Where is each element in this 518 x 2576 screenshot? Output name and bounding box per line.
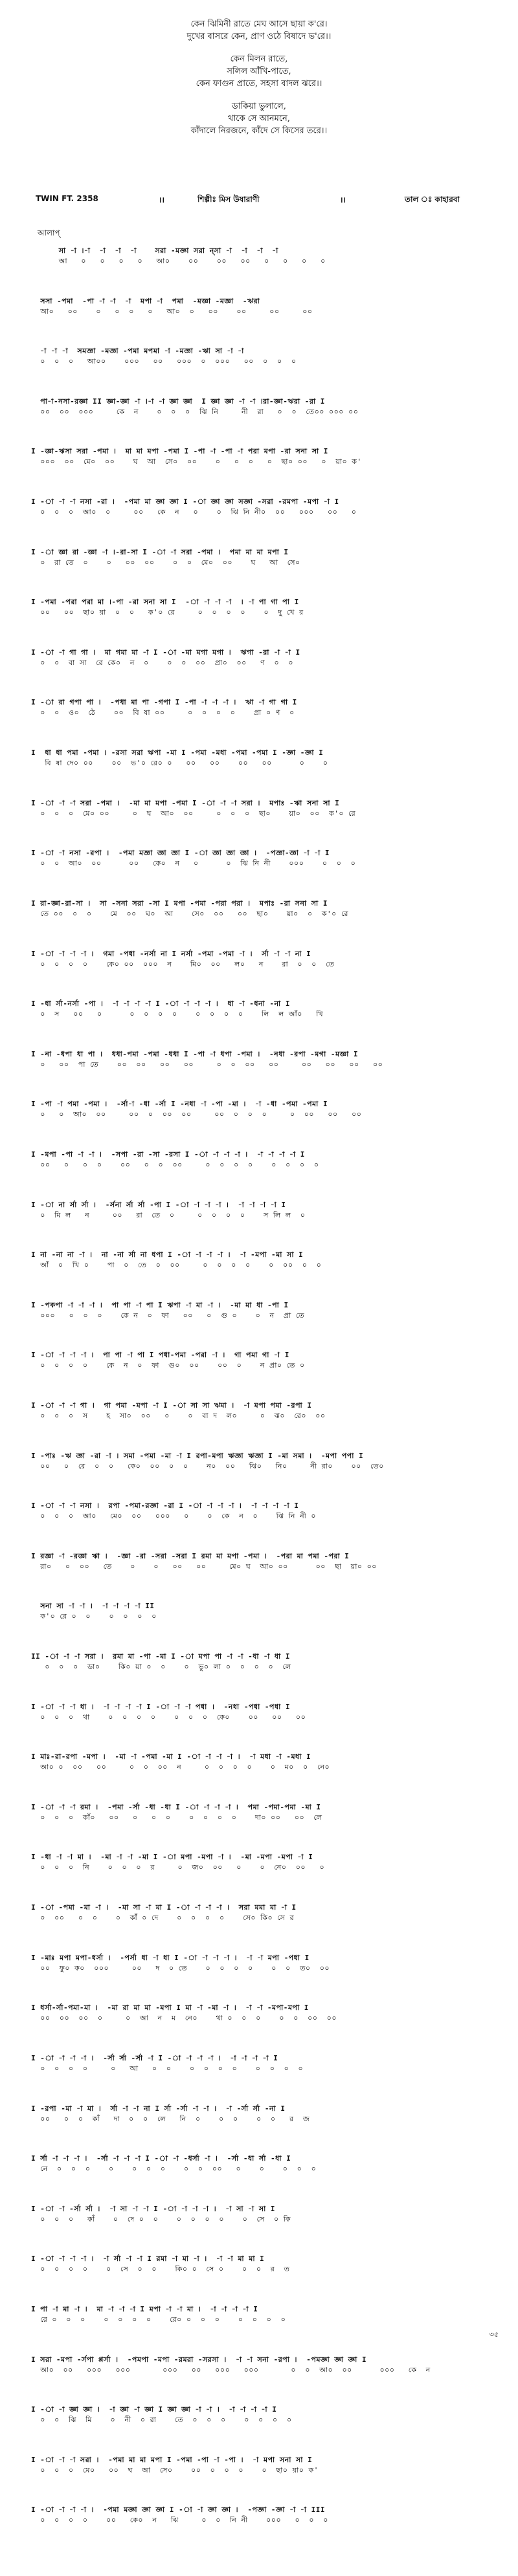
swara-line: I -না -ধপা ধা পা । ধধা-পমা -পমা -ধধা I -পা -া ধপা -পমা । -নধা -রপা -মগা -মজ্ঞা I <box>31 1050 359 1058</box>
swara-line: I -ধা -া -া মা । -মা -া -া -মা I -া মপা -মপা -া । -মা -মপা -মপা -া I <box>31 1853 313 1861</box>
lyric-syllable-line: রে ০ ০ ০ ০ ০ ০ ০ রে০ ০ ০ ০ ০ ০ ০ ০ <box>31 2315 286 2324</box>
lyric-syllable-line: ০ স ০০ ০ ০ ০ ০ ০ ০ ০ ০ ০ লি ল আঁ০ খি <box>31 1010 324 1018</box>
lyric-syllable-line: ০ ০ ০ ০ ০ সে ০ ০ কি০ ০ সে ০ ০ ০ র ত <box>31 2265 290 2273</box>
swara-line: সা -া ।-া -া -া -া সরা -মজ্ঞা সরা ন্‌সা -া -া -া -া <box>31 246 278 255</box>
notation-row <box>31 848 497 869</box>
notation-row <box>31 1903 497 1923</box>
swara-line: I -মপা -পা -া -া । -সপা -রা -সা -রসা I -া -া -া -া । -া -া -া -া I <box>31 1150 305 1159</box>
lyric-syllable-line: আ০ ০ ০০ ০০ ০ ০ ০০ ন ০ ০ ০ ০ ০ ম০ ০ নে০ <box>31 1763 330 1771</box>
notation-row <box>31 1350 497 1371</box>
lyrics-line: ডাকিয়া ভুলালে, <box>232 102 286 111</box>
lyric-syllable-line: ০ ০ ০ নি ০ ০ ০ র ০ জ০ ০০ ০ ০ নে০ ০০ ০ <box>31 1863 325 1872</box>
notation-row <box>31 547 497 568</box>
notation-row <box>31 1099 497 1120</box>
lyric-syllable-line: ০০ ০০ ছা০ য়া ০ ০ ক'০ রে ০ ০ ০ ০ ০ দু খে র <box>31 608 304 617</box>
notation-row <box>31 748 497 769</box>
swara-line: -া -া -া সমজ্ঞা -মজ্ঞা -পমা মপমা -া -মজ্ঞা -ঋা সা -া -া <box>31 347 244 355</box>
lyrics-stanza-3 <box>0 100 518 137</box>
notation-row <box>31 2355 497 2375</box>
notation-row <box>31 2254 497 2275</box>
swara-line: সসা -পমা -পা -া -া -া মপা -া পমা -মজ্ঞা -মজ্ঞা -ঋরা <box>31 297 260 305</box>
lyric-syllable-line: নে ০ ০ ০ ০ ০ ০ ০ ০ ০ ০০ ০ ০ ০ ০ ০ <box>31 2165 317 2173</box>
lyric-syllable-line: ০ ০০ পা তে ০০ ০০ ০০ ০০ ০ ০ ০০ ০০ ০০ ০০ ০০ ০০ <box>31 1060 383 1069</box>
notation-row <box>31 2505 497 2526</box>
tala-label: তাল ঃ কাহারবা <box>405 195 460 204</box>
swara-line: I -া -া -া সরা । -পমা মা মা মপা I -পমা -পা -া -পা । -া মপা সনা সা I <box>31 2456 313 2464</box>
lyric-syllable-line: ০ ০ আ০ ০০ ০০ কে০ ন ০ ০ ঝি নি নী ০০০ ০ ০ ০ <box>31 859 356 868</box>
notation-row <box>31 1702 497 1723</box>
swara-line: I -মাঃ মপা মপা-ধর্সা । -পর্সা ধা -া ধা I -া -া -া -া । -া -া মপা -পধা I <box>31 1954 310 1962</box>
lyric-syllable-line: ০০০ ০ ০ ০ কে ন ০ ফা ০০ ০ গু ০ ০ ন প্রা তে <box>31 1311 305 1320</box>
lyrics-line: সলিল আঁখি-পাতে, <box>227 67 291 76</box>
swara-line: I -া -া নসা -রপা । -পমা মজ্ঞা জ্ঞা জ্ঞা I -া জ্ঞা জ্ঞা জ্ঞা । -পজ্ঞা-জ্ঞা -া -া I <box>31 849 330 857</box>
lyrics-line: কেন ফাগুন প্রাতে, সহসা বাদল ঝরে।। <box>196 79 322 89</box>
notation-row <box>31 1752 497 1773</box>
lyric-syllable-line: ০ ০ ০ আ০ ০ ০০ কে ন ০ ০ ঝি নি নী০ ০০ ০০০ ০০ ০ <box>31 508 357 516</box>
swara-line: I রা-জ্ঞা-রা-সা । সা -সনা সরা -সা I মপা -পমা -পরা পরা । মপাঃ -রা সনা সা I <box>31 899 328 908</box>
record-meta <box>36 194 482 208</box>
lyric-syllable-line: ০০ ০ ০ কাঁ দা ০ ০ লে নি ০ ০ ০ ০ ০ র জ <box>31 2115 310 2123</box>
swara-line: I -পকপা -া -া -া । পা পা -া পা I ঋপা -া মা -া । -মা মা ধা -পা I <box>31 1301 289 1309</box>
swara-line: I -া -া জ্ঞা জ্ঞা । -া জ্ঞা -া জ্ঞা I জ্ঞা জ্ঞা -া -া । -া -া -া -া I <box>31 2405 277 2414</box>
lyric-syllable-line: ০০ ফু০ ক০ ০০০ ০০ দ ০ তে ০ ০ ০ ০ ০ ০ ত০ ০০ <box>31 1964 330 1972</box>
swara-line: পা-া-নসা-রজ্ঞা II জ্ঞা-জ্ঞা -া ।-া -া জ্ঞা জ্ঞা I জ্ঞা জ্ঞা -া -া ।রা-জ্ঞা-ঋরা -রা I <box>31 397 325 406</box>
lyric-syllable-line: ০ ০ ০ ডা০ কি০ য়া ০ ০ ০ ভু০ লা ০ ০ ০ ০ লে <box>31 1663 291 1671</box>
lyrics-block <box>0 18 518 147</box>
notation-row <box>31 949 497 970</box>
lyric-syllable-line: ০ ০ ০ ০ কে০ ০০ ০০০ ন মি০ ০০ ল০ ন রা ০ ০ তে <box>31 960 335 968</box>
notation-row <box>31 2204 497 2225</box>
notation-row <box>31 999 497 1020</box>
notation-row <box>31 2154 497 2174</box>
swara-line: I রজ্ঞা -া -রজ্ঞা ঋা । -জ্ঞা -রা -সরা -সরা I রমা মা মপা -পমা । -পরা মা পমা -পরা I <box>31 1552 350 1560</box>
notation-row <box>31 296 497 317</box>
notation-row <box>31 648 497 668</box>
swara-line: সনা সা -া -া । -া -া -া -া II <box>31 1602 155 1610</box>
notation-row <box>31 1401 497 1421</box>
lyric-syllable-line: ০ ০ ০ ০ ০০ কে০ ন ঝি ০ ০ নি নী ০০০ ০ ০ ০ <box>31 2516 328 2524</box>
lyric-syllable-line: ০০ ০০ ০০ ০ ০ আ ন ম নে০ থা ০ ০ ০ ০ ০ ০০ ০০ <box>31 2014 337 2022</box>
swara-line: I -জ্ঞা-ঋসা সরা -পমা । মা মা মপা -পমা I -পা -া -পা -া পরা মপা -রা সনা সা I <box>31 447 328 455</box>
swara-line: I -া -া -া গা । গা পমা -মপা -া I -া সা সা ঋমা । -া মপা পমা -রপা I <box>31 1401 312 1410</box>
swara-line: I -পাঃ -ঋ জ্ঞা -রা -া । সমা -পমা -মা -া I রপা-মপা ঋজ্ঞা ঋজ্ঞা I -মা সমা । -মপা পপা I <box>31 1452 364 1460</box>
swara-line: II -া -া -া সরা । রমা মা -পা -মা I -া মপা পা -া -া -ধা -া ধা I <box>31 1652 290 1661</box>
notation-row <box>31 1451 497 1472</box>
lyric-syllable-line: ০ ০ ০ স হ সা০ ০০ ০ ০ বা দ ল০ ০ ঝ০ রে০ ০০ <box>31 1412 326 1420</box>
swara-line: I -া -া -া রমা । -পমা -র্সা -ধা -ধা I -া -া -া -া । পমা -পমা-পমা -মা I <box>31 1803 321 1811</box>
lyric-syllable-line: ০ ০ ০ আ০০ ০০০ ০০ ০০০ ০ ০০০ ০০ ০ ০ ০ <box>31 357 297 366</box>
notation-row <box>31 497 497 518</box>
lyric-syllable-line: ০ ০ ০ আ০ মে০ ০০ ০০০ ০ ০ কে ন ০ ঝি নি নী ০ <box>31 1512 317 1520</box>
swara-line: I -পমা -পরা পরা মা ।-পা -রা সনা সা I -া -া -া -া । -া পা গা পা I <box>31 598 299 606</box>
notation-row <box>31 2053 497 2074</box>
swara-line: I র্সা -া -া -া । -র্সা -া -া -া I -া -া -ধর্সা -া । -র্সা -ধা র্সা -ধা I <box>31 2154 291 2163</box>
swara-line: I -া -া -া ধা । -া -া -া -া I -া -া -া পধা । -নধা -পধা -পধা I <box>31 1703 291 1711</box>
swara-line: I -া -া গা গা । মা গমা মা -া I -া -মা মগা মগা । ঋগা -রা -া -া I <box>31 648 300 657</box>
lyric-syllable-line: তে ০০ ০ ০ মে ০০ ঘ০ আ সে০ ০০ ০০ ছা০ য়া০ ০ ক'০ রে <box>31 910 348 918</box>
swara-line: I -া -া -া -া । -া র্সা -া -া I রমা -া মা -া । -া -া মা মা I <box>31 2254 265 2263</box>
separator: ।। <box>159 195 165 204</box>
swara-line: I -া -া -া -া । -পমা মজ্ঞা জ্ঞা জ্ঞা I -া -া জ্ঞা জ্ঞা । -পজ্ঞা -জ্ঞা -া -া III <box>31 2505 325 2514</box>
lyrics-line: কাঁদালে নিরজনে, কাঁদে সে কিসের তরে।। <box>190 126 328 136</box>
swara-line: I -া -া -া সরা -পমা । -মা মা মপা -পমা I -া -া -া সরা । মপাঃ -ঋা সনা সা I <box>31 799 340 807</box>
notation-row <box>31 2003 497 2024</box>
notation-row <box>31 397 497 417</box>
notation-row <box>31 246 497 267</box>
lyric-syllable-line: ০০০ ০০ মে০ ০০ ঘ আ সে০ ০০ ০ ০ ০ ০ ছা০ ০০ ০ য়া০ ক' <box>31 457 362 466</box>
notation-row <box>31 2104 497 2124</box>
swara-line: I পা -া মা -া । মা -া -া -া I মপা -া -া মা । -া -া -া -া I <box>31 2305 258 2313</box>
notation-row <box>31 1300 497 1321</box>
swara-line: I -পা -া পমা -পমা । -র্সা-া -ধা -র্সা I -নধা -া -পা -মা । -া -ধা -পমা -পমা I <box>31 1100 328 1108</box>
swara-line: I -া -া -া -া । -র্সা র্সা -র্সা -া I -া -া -া -া । -া -া -া -া I <box>31 2054 278 2062</box>
alap-label: আলাপ্‌ <box>38 228 60 237</box>
artist-name: শিল্পীঃ মিস উষারাণী <box>197 195 260 204</box>
lyrics-stanza-2 <box>0 53 518 90</box>
lyric-syllable-line: ০ ০ আ০ ০০ ০০ ০ ০০ ০০ ০০ ০ ০ ০ ০ ০০ ০০ ০০ <box>31 1110 362 1119</box>
notation-row <box>31 798 497 819</box>
lyrics-line: কেন ঝিমিনী রাতে মেঘ আসে ছায়া ক'রে। <box>190 19 328 29</box>
lyric-syllable-line: ০ ০ ০ কাঁ০ ০০ ০ ০ ০ ০ ০ ০ ০ দা০ ০০ ০০ লে <box>31 1813 322 1822</box>
lyric-syllable-line: ০ ০ ০ মে০ ০০ ০ ঘ আ০ ০০ ০ ০ ০ ছা০ য়া০ ০০ ক'০ রে <box>31 809 356 818</box>
swara-line: I সরা -মপা -র্সপা প্পর্সা । -পমপা -মপা -রমরা -সরসা । -া -া সনা -রপা । -পমজ্ঞা জ্ঞা জ্ঞা I <box>31 2355 367 2364</box>
lyrics-line: দুখের বাসরে কেন, প্রাণ ওঠে বিষাদে ভ'রে।। <box>186 32 332 41</box>
swara-line: I -া -া -া -া । গমা -পধা -নর্সা না I নর্সা -পমা -পমা -া । র্সা -া -া না I <box>31 950 311 958</box>
lyric-syllable-line: বি ষা দে০ ০০ ০০ ভ'০ রে০ ০ ০০ ০০ ০০ ০০ ০ ০ <box>31 759 328 767</box>
separator: ।। <box>340 195 346 204</box>
lyrics-line: কেন মিলন রাতে, <box>230 54 288 64</box>
lyric-syllable-line: ০ ০ ০ ০ কে ন ০ ফা গু০ ০০ ০০ ০ ন প্রা০ তে ০ <box>31 1361 305 1370</box>
lyric-syllable-line: ০ মি ল ন ০০ রা তে ০ ০ ০ ০ ০ স লি ল ০ <box>31 1211 306 1219</box>
swara-line: I ধা ধা পমা -পমা । -রসা সরা ঋপা -মা I -পমা -মধা -পমা -পমা I -জ্ঞা -জ্ঞা I <box>31 748 324 757</box>
notation-row <box>31 1200 497 1221</box>
notation-row <box>31 346 497 367</box>
swara-line: I না -না না -া । না -না র্সা না ধপা I -া -া -া -া । -া -মপা -মা সা I <box>31 1250 304 1259</box>
notation-row <box>31 446 497 467</box>
lyrics-line: থাকে সে আনমনে, <box>228 114 290 124</box>
swara-line: I ধর্সা-র্সা-পমা-মা । -মা রা মা মা -মপা I মা -া -মা -া । -া -া -মপা-মপা I <box>31 2003 309 2012</box>
lyric-syllable-line: আ০ ০০ ০০০ ০০০ ০০০ ০০ ০০০ ০০০ ০ ০ আ০ ০০ ০০০ কে ন <box>31 2366 431 2374</box>
notation-row <box>31 2405 497 2425</box>
swara-line: I -া রা গপা পা । -পধা মা পা -গপা I -পা -া -া -া । ঋা -া গা গা I <box>31 698 297 706</box>
swara-line: I -া না র্সা র্সা । -র্সনা র্সা র্সা -পা I -া -া -া -া । -া -া -া -া I <box>31 1201 286 1209</box>
notation-row <box>31 1601 497 1622</box>
lyric-syllable-line: ০ ০ ০ ০ ০ আ ০ ০ ০ ০ ০ ০ ০ ০ ০ ০ <box>31 2064 304 2073</box>
lyric-syllable-line: রা০ ০ ০০ তে ০ ০ ০০ ০০ মে০ ঘ আ০ ০০ ০০ ছা য়া০ ০০ <box>31 1562 377 1571</box>
lyric-syllable-line: ০০ ০০ ০০০ কে ন ০ ০ ০ ঝি নি নী রা ০ ০ তে০০ ০০০ ০০ <box>31 408 359 416</box>
lyric-syllable-line: ০ ০ বা সা রে কে০ ন ০ ০ ০ ০০ প্রা০ ০০ ণ ০ ০ <box>31 659 294 667</box>
page-number: ৩৫ <box>489 2330 499 2339</box>
swara-line: I -ধা র্সা-নর্সা -পা । -া -া -া -া I -া -া -া -া । ধা -া -ধনা -না I <box>31 999 290 1008</box>
record-number: TWIN FT. 2358 <box>36 194 98 203</box>
lyrics-stanza-1 <box>0 18 518 43</box>
lyric-syllable-line: আঁ ০ খি ০ পা ০ তে ০ ০০ ০ ০ ০ ০ ০ ০০ ০ ০ <box>31 1261 322 1269</box>
notation-row <box>31 1501 497 1522</box>
lyric-syllable-line: ০০ ০ রে ০ ০ কে০ ০০ ০ ০ ন০ ০০ ঝি০ নি০ নী রা০ ০০ তে০ <box>31 1462 384 1470</box>
lyric-syllable-line: ০ ০০ ০ ০ ০ কাঁ ০ দে ০ ০ ০ ০ সে০ কি০ সে র <box>31 1914 295 1922</box>
lyric-syllable-line: ০ ০ ঝি মি ০ নী ০ রা তে ০ ০ ০ ০ ০ ০ ০ <box>31 2416 292 2424</box>
notation-row <box>31 1551 497 1572</box>
swara-line: I -া জ্ঞা রা -জ্ঞা -া ।-রা-সা I -া -া সরা -পমা । পমা মা মা মপা I <box>31 548 289 556</box>
swara-line: I -া -া -া নসা -রা । -পমা মা জ্ঞা জ্ঞা I -া জ্ঞা জ্ঞা সজ্ঞা -সরা -রমপা -মপা -া I <box>31 497 339 506</box>
swara-line: I -া -া -া -া । পা পা -া পা I পধা-পমা -পরা -া । গা পমা গা -া I <box>31 1351 289 1359</box>
swara-line: I -া -া -া নসা । রপা -পমা-রজ্ঞা -রা I -া -া -া -া । -া -া -া -া I <box>31 1501 299 1510</box>
swara-line: I -া -া -র্সা র্সা । -া সা -া -া I -া -া -া -া । -া সা -া সা I <box>31 2205 276 2213</box>
lyric-syllable-line: ০ ০ ০ মে০ ০০ ঘ আ সে০ ০০ ০ ০ ০ ০ ছা০ য়া০ ক' <box>31 2466 319 2474</box>
lyric-syllable-line: ০ ০ ০ কাঁ ০ দে ০ ০ ০ ০ ০ ০ ০ সে ০ কি <box>31 2215 291 2223</box>
notation-row <box>31 1049 497 1070</box>
lyric-syllable-line: আ ০ ০ ০ ০ আ০ ০০ ০০ ০০ ০ ০ ০ ০ <box>31 257 326 265</box>
notation-row <box>31 1953 497 1974</box>
lyric-syllable-line: ক'০ রে ০ ০ ০ ০ ০ ০ <box>31 1612 157 1621</box>
lyric-syllable-line: ০ ০ ও০ ঠে ০০ বি ষা ০০ ০ ০ ০ ০ প্রা ০ ণ ০ <box>31 708 295 717</box>
notation-row <box>31 1250 497 1271</box>
swara-line: I -া -পমা -মা -া । -মা সা -া মা I -া -া -া -া । সরা মমা মা -া I <box>31 1903 297 1912</box>
notation-row <box>31 1652 497 1672</box>
notation-row <box>31 899 497 919</box>
notation-row <box>31 1802 497 1823</box>
lyric-syllable-line: ০০ ০ ০ ০ ০০ ০ ০ ০০ ০ ০ ০ ০ ০ ০ ০ ০ <box>31 1161 319 1169</box>
notation-row <box>31 2304 497 2325</box>
notation-row <box>31 2455 497 2476</box>
notation-row <box>31 1852 497 1873</box>
swara-line: I মাঃ-রা-রপা -মপা । -মা -া -পমা -মা I -া -া -া -া । -া মধা -া -মধা I <box>31 1752 311 1761</box>
lyric-syllable-line: ০ রা তে ০ ০ ০০ ০০ ০ ০ মে০ ০০ ঘ আ সে০ <box>31 558 300 567</box>
swara-line: I -রপা -মা -া মা । র্সা -া -া না I র্সা -র্সা -া -া । -া -র্সা র্সা -না I <box>31 2104 286 2113</box>
lyric-syllable-line: ০ ০ ০ থা ০ ০ ০ ০ ০ ০ ০ কে০ ০০ ০০ ০০ <box>31 1713 306 1721</box>
notation-row <box>31 597 497 618</box>
lyric-syllable-line: আ০ ০০ ০ ০ ০ ০ আ০ ০ ০০ ০০ ০০ ০০ <box>31 307 313 316</box>
notation-row <box>31 1150 497 1170</box>
notation-row <box>31 697 497 718</box>
